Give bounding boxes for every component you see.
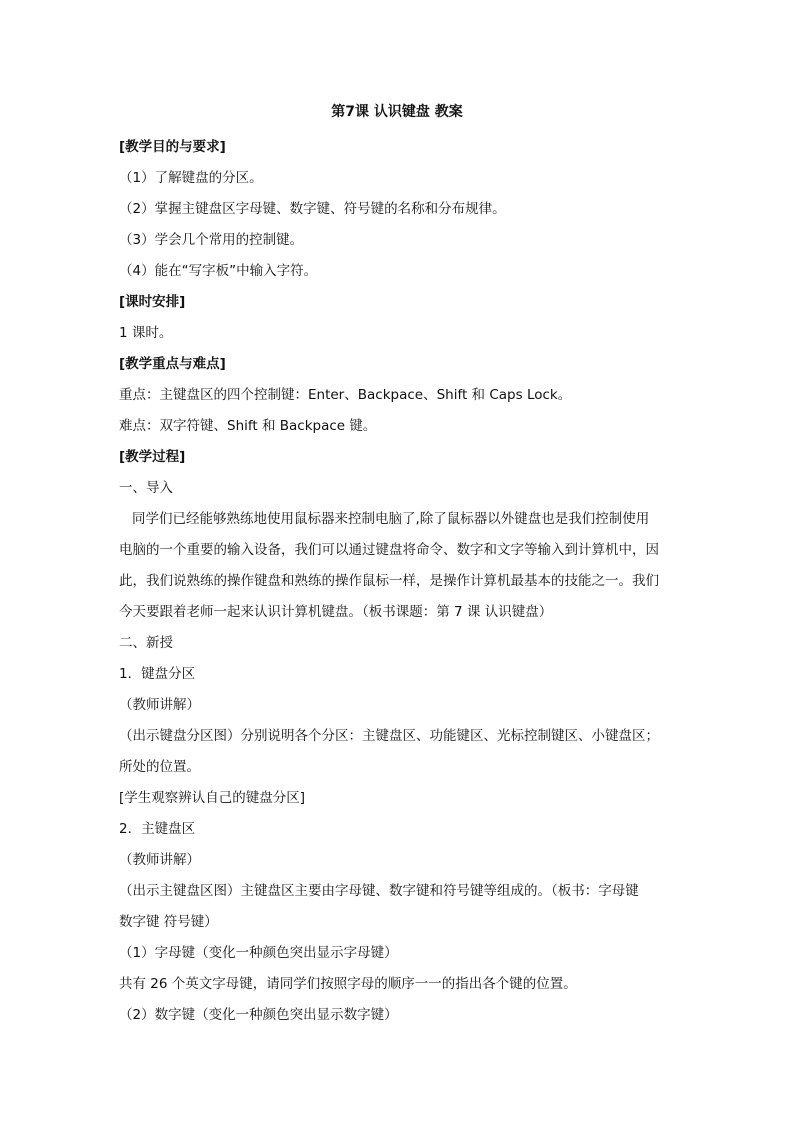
- document-body: [119, 132, 679, 1031]
- paragraph-line: （出示键盘分区图）分别说明各个分区：主键盘区、功能键区、光标控制键区、小键盘区；: [119, 728, 659, 744]
- section-heading-process: [教学过程]: [119, 449, 186, 465]
- paragraph-line: （1）了解键盘的分区。: [119, 170, 263, 186]
- paragraph-line: [学生观察辨认自己的键盘分区]: [119, 790, 306, 806]
- paragraph-line: 同学们已经能够熟练地使用鼠标器来控制电脑了,除了鼠标器以外键盘也是我们控制使用: [132, 511, 650, 527]
- paragraph-line: 一、导入: [119, 480, 173, 496]
- paragraph-line: 1 课时。: [119, 325, 173, 341]
- paragraph-line: 所处的位置。: [119, 759, 200, 775]
- paragraph-line: 今天要跟着老师一起来认识计算机键盘。（板书课题：第 7 课 认识键盘）: [119, 604, 553, 620]
- document-title: 第7课 认识键盘 教案: [331, 104, 463, 120]
- paragraph-line: 共有 26 个英文字母键，请同学们按照字母的顺序一一的指出各个键的位置。: [119, 976, 577, 992]
- paragraph-line: （2）掌握主键盘区字母键、数字键、符号键的名称和分布规律。: [119, 201, 506, 217]
- paragraph-line: （2）数字键（变化一种颜色突出显示数字键）: [119, 1007, 398, 1023]
- paragraph-line: （3）学会几个常用的控制键。: [119, 232, 304, 248]
- paragraph-line: （4）能在“写字板”中输入字符。: [119, 263, 318, 279]
- paragraph-line: 数字键 符号键）: [119, 914, 218, 930]
- paragraph-line: 电脑的一个重要的输入设备，我们可以通过键盘将命令、数字和文字等输入到计算机中，因: [119, 542, 659, 558]
- section-heading-key-points: [教学重点与难点]: [119, 356, 226, 372]
- section-heading-schedule: [课时安排]: [119, 294, 186, 310]
- paragraph-line: 二、新授: [119, 635, 173, 651]
- paragraph-line: （教师讲解）: [119, 697, 200, 713]
- paragraph-line: 重点：主键盘区的四个控制键：Enter、Backpace、Shift 和 Caps Lock。: [119, 387, 572, 403]
- paragraph-line: 此，我们说熟练的操作键盘和熟练的操作鼠标一样，是操作计算机最基本的技能之一。我们: [119, 573, 659, 589]
- paragraph-line: 难点：双字符键、Shift 和 Backpace 键。: [119, 418, 377, 434]
- paragraph-line: 2．主键盘区: [119, 821, 196, 837]
- paragraph-line: （出示主键盘区图）主键盘区主要由字母键、数字键和符号键等组成的。（板书：字母键: [119, 883, 639, 899]
- paragraph-line: （教师讲解）: [119, 852, 200, 868]
- paragraph-line: （1）字母键（变化一种颜色突出显示字母键）: [119, 945, 398, 961]
- section-heading-objectives: [教学目的与要求]: [119, 139, 226, 155]
- paragraph-line: 1．键盘分区: [119, 666, 196, 682]
